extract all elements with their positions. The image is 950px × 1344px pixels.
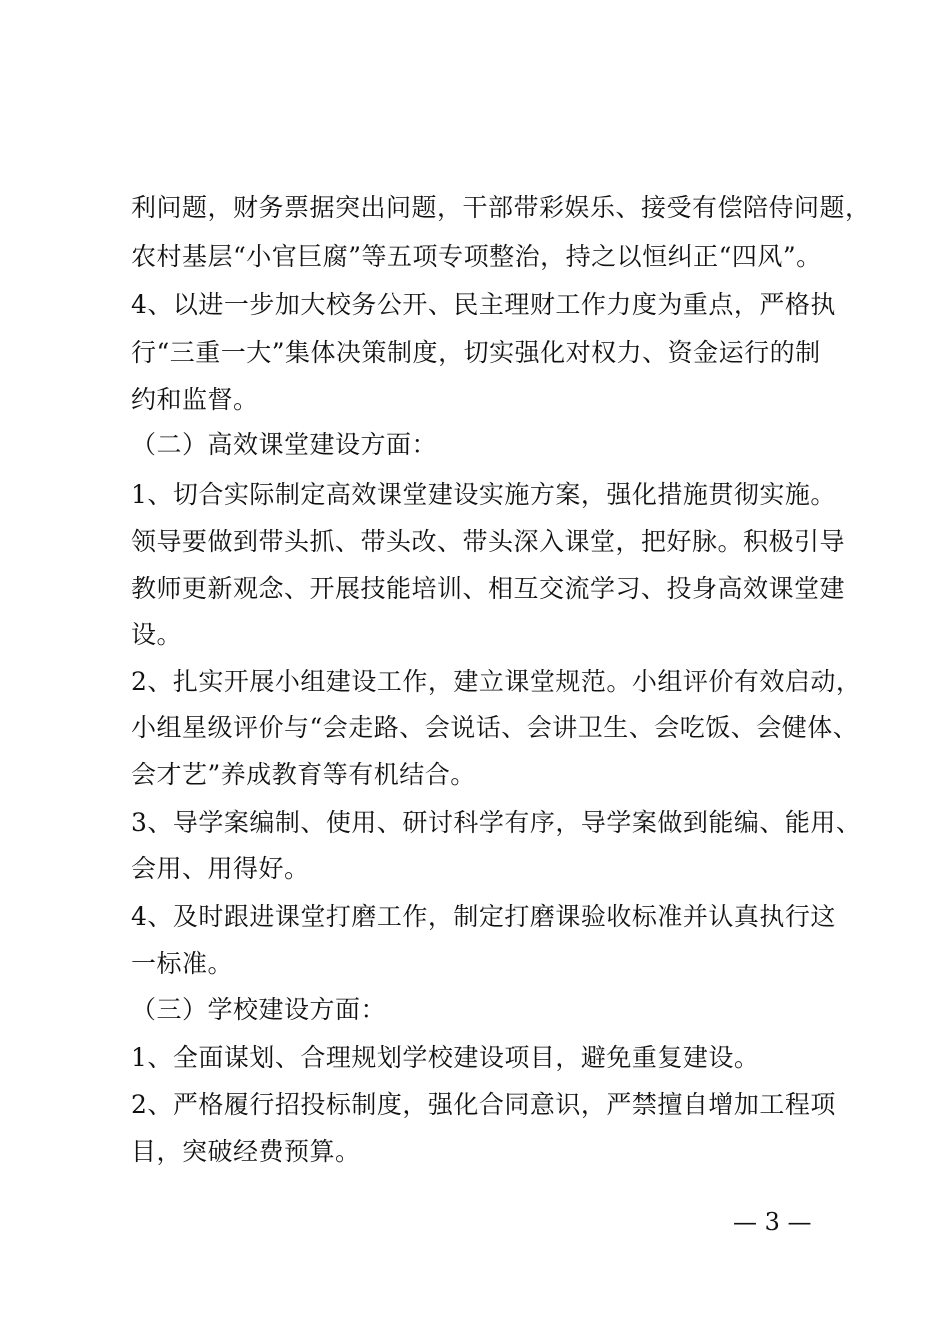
- text-line: 会用、用得好。: [131, 854, 310, 883]
- section-heading: （二）高效课堂建设方面：: [131, 430, 438, 459]
- section-heading: （三）学校建设方面：: [131, 995, 387, 1024]
- text-line: 2、扎实开展小组建设工作，建立课堂规范。小组评价有效启动，: [131, 667, 862, 696]
- text-line: 领导要做到带头抓、带头改、带头深入课堂，把好脉。积极引导: [131, 527, 846, 556]
- page-number: — 3 —: [733, 1208, 812, 1236]
- text-line: 1、全面谋划、合理规划学校建设项目，避免重复建设。: [131, 1043, 760, 1072]
- text-line: 一标准。: [131, 949, 234, 978]
- text-line: 目，突破经费预算。: [131, 1137, 361, 1166]
- text-line: 约和监督。: [131, 385, 259, 414]
- text-line: 设。: [131, 620, 183, 649]
- text-line: 利问题，财务票据突出问题，干部带彩娱乐、接受有偿陪侍问题，: [131, 193, 871, 222]
- text-line: 1、切合实际制定高效课堂建设实施方案，强化措施贯彻实施。: [131, 480, 836, 509]
- text-line: 行“三重一大”集体决策制度，切实强化对权力、资金运行的制: [131, 338, 821, 367]
- text-line: 4、及时跟进课堂打磨工作，制定打磨课验收标准并认真执行这: [131, 902, 836, 931]
- text-line: 3、导学案编制、使用、研讨科学有序，导学案做到能编、能用、: [131, 808, 862, 837]
- text-line: 4、以进一步加大校务公开、民主理财工作力度为重点，严格执: [131, 290, 836, 319]
- text-line: 会才艺”养成教育等有机结合。: [131, 760, 476, 789]
- text-line: 农村基层“小官巨腐”等五项专项整治，持之以恒纠正“四风”。: [131, 242, 822, 271]
- text-line: 2、严格履行招投标制度，强化合同意识，严禁擅自增加工程项: [131, 1090, 836, 1119]
- text-line: 小组星级评价与“会走路、会说话、会讲卫生、会吃饭、会健体、: [131, 713, 859, 742]
- text-line: 教师更新观念、开展技能培训、相互交流学习、投身高效课堂建: [131, 574, 846, 603]
